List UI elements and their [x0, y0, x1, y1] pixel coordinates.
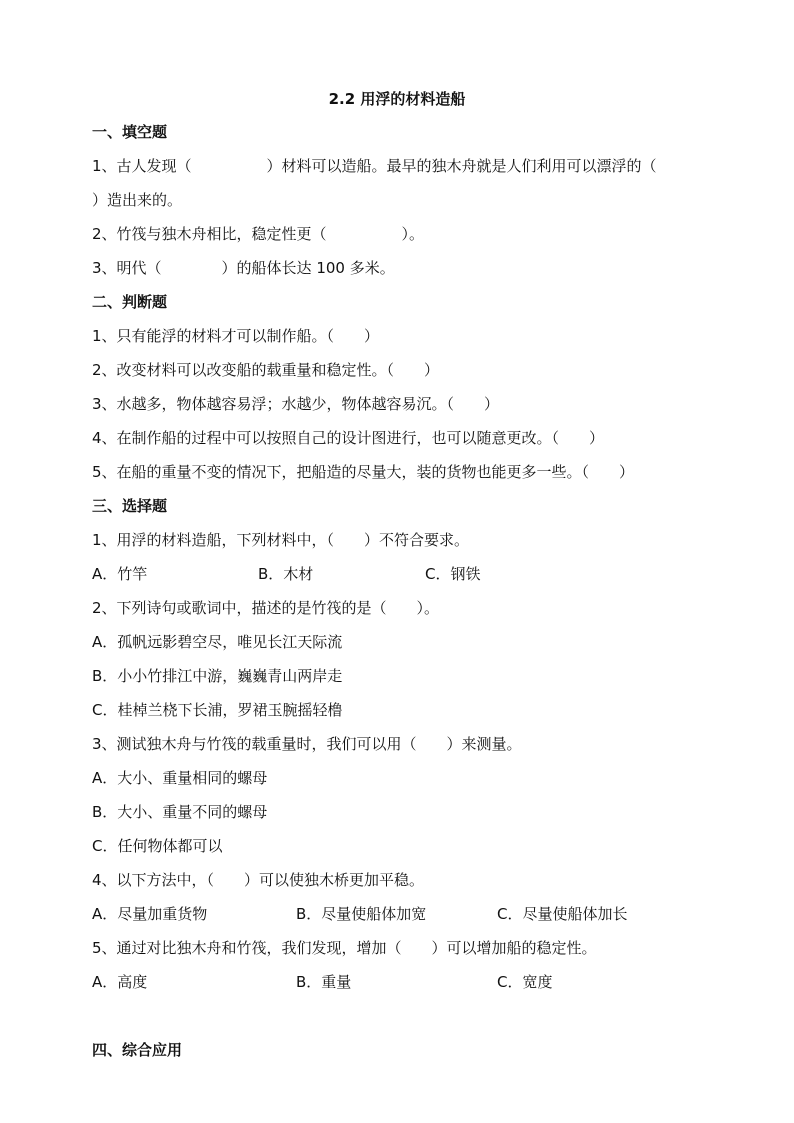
choice-question-5-stem: 5、通过对比独木舟和竹筏，我们发现，增加（ ）可以增加船的稳定性。 — [92, 939, 597, 957]
choice-question-3-stem: 3、测试独木舟与竹筏的载重量时，我们可以用（ ）来测量。 — [92, 735, 522, 753]
choice-question-5-option-c: C．宽度 — [497, 973, 553, 991]
choice-question-3-option-c: C．任何物体都可以 — [92, 837, 223, 855]
choice-question-2-stem: 2、下列诗句或歌词中，描述的是竹筏的是（ ）。 — [92, 599, 440, 617]
fill-blank-question-3: 3、明代（ ）的船体长达 100 多米。 — [92, 259, 395, 277]
true-false-question-3: 3、水越多，物体越容易浮；水越少，物体越容易沉。（ ） — [92, 395, 500, 413]
choice-question-1-option-b: B．木材 — [258, 565, 314, 583]
choice-question-2-option-c: C．桂棹兰桡下长浦，罗裙玉腕摇轻橹 — [92, 701, 343, 719]
choice-question-5-option-a: A．高度 — [92, 973, 148, 991]
choice-question-1-stem: 1、用浮的材料造船，下列材料中，（ ）不符合要求。 — [92, 531, 470, 549]
choice-question-1-option-c: C．钢铁 — [425, 565, 481, 583]
choice-question-2-option-a: A．孤帆远影碧空尽，唯见长江天际流 — [92, 633, 343, 651]
section-heading-fill-blank: 一、填空题 — [92, 123, 168, 141]
fill-blank-question-2: 2、竹筏与独木舟相比，稳定性更（ ）。 — [92, 225, 425, 243]
choice-question-5-option-b: B．重量 — [296, 973, 352, 991]
section-heading-comprehensive: 四、综合应用 — [92, 1041, 183, 1059]
section-heading-true-false: 二、判断题 — [92, 293, 168, 311]
true-false-question-5: 5、在船的重量不变的情况下，把船造的尽量大，装的货物也能更多一些。（ ） — [92, 463, 635, 481]
choice-question-3-option-b: B．大小、重量不同的螺母 — [92, 803, 268, 821]
choice-question-4-stem: 4、以下方法中，（ ）可以使独木桥更加平稳。 — [92, 871, 425, 889]
choice-question-4-option-b: B．尽量使船体加宽 — [296, 905, 427, 923]
section-heading-multiple-choice: 三、选择题 — [92, 497, 168, 515]
page-title: 2.2 用浮的材料造船 — [328, 90, 466, 108]
choice-question-4-option-c: C．尽量使船体加长 — [497, 905, 628, 923]
choice-question-1-option-a: A．竹竿 — [92, 565, 148, 583]
true-false-question-1: 1、只有能浮的材料才可以制作船。（ ） — [92, 327, 380, 345]
choice-question-4-option-a: A．尽量加重货物 — [92, 905, 208, 923]
choice-question-2-option-b: B．小小竹排江中游，巍巍青山两岸走 — [92, 667, 343, 685]
fill-blank-question-1-line-1: 1、古人发现（ ）材料可以造船。最早的独木舟就是人们利用可以漂浮的（ — [92, 157, 657, 175]
choice-question-3-option-a: A．大小、重量相同的螺母 — [92, 769, 268, 787]
true-false-question-4: 4、在制作船的过程中可以按照自己的设计图进行，也可以随意更改。（ ） — [92, 429, 605, 447]
fill-blank-question-1-line-2: ）造出来的。 — [92, 191, 183, 209]
true-false-question-2: 2、改变材料可以改变船的载重量和稳定性。（ ） — [92, 361, 440, 379]
